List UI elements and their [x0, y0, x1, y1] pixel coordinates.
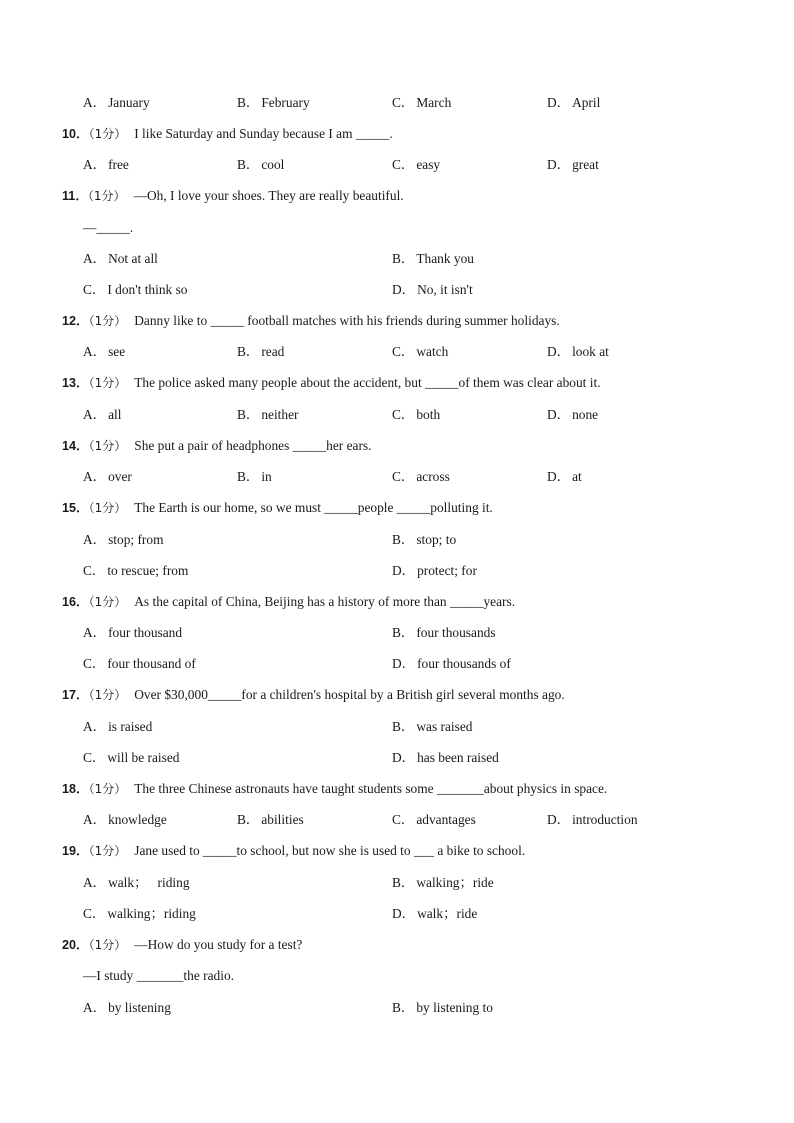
option-d: D． look at	[547, 344, 609, 359]
options-row	[0, 342, 794, 362]
option-a: A． see	[83, 344, 126, 359]
response-line: —_____.	[83, 220, 134, 235]
question-text: As the capital of China, Beijing has a history of more than _____years.	[134, 594, 516, 609]
options-row	[0, 904, 794, 924]
option-d: D． protect; for	[392, 563, 477, 578]
options-row	[0, 280, 794, 300]
option-c: C． advantages	[392, 812, 476, 827]
option-c: C． will be raised	[83, 750, 180, 765]
question-text: —Oh, I love your shoes. They are really beautiful.	[133, 188, 404, 203]
question-16	[0, 592, 794, 612]
option-c: C． four thousand of	[83, 656, 196, 671]
question-score: （1分）	[88, 439, 127, 453]
question-score: （1分）	[88, 501, 127, 515]
option-a: A． Not at all	[83, 251, 158, 266]
question-11	[0, 186, 794, 206]
question-score: （1分）	[88, 688, 127, 702]
option-b: B． by listening to	[392, 1000, 493, 1015]
question-18	[0, 779, 794, 799]
option-b: B． walking；ride	[392, 875, 494, 890]
option-c: C． easy	[392, 157, 441, 172]
option-d: D． No, it isn't	[392, 282, 473, 297]
option-c: C． to rescue; from	[83, 563, 189, 578]
question-14	[0, 436, 794, 456]
options-row	[0, 717, 794, 737]
question-text: I like Saturday and Sunday because I am _____.	[134, 126, 393, 141]
question-text: Danny like to _____ football matches with his friends during summer holidays.	[134, 313, 560, 328]
question-number: 20．	[62, 938, 89, 952]
option-c: C． across	[392, 469, 450, 484]
question-10	[0, 124, 794, 144]
options-row	[0, 654, 794, 674]
option-b: B． neither	[237, 407, 299, 422]
option-b: B． February	[237, 95, 310, 110]
options-row	[0, 748, 794, 768]
option-a: A． January	[83, 95, 150, 110]
options-row	[0, 155, 794, 175]
option-d: D． walk；ride	[392, 906, 478, 921]
question-number: 10．	[62, 127, 89, 141]
question-text: She put a pair of headphones _____her ears.	[134, 438, 372, 453]
option-a: A． is raised	[83, 719, 153, 734]
option-a: A． all	[83, 407, 122, 422]
question-score: （1分）	[88, 376, 127, 390]
question-score: （1分）	[88, 314, 127, 328]
question-text: The police asked many people about the accident, but _____of them was clear about it.	[134, 375, 601, 390]
option-c: C． watch	[392, 344, 449, 359]
question-17	[0, 685, 794, 705]
question-20	[0, 935, 794, 955]
option-d: D． introduction	[547, 812, 638, 827]
option-b: B． was raised	[392, 719, 473, 734]
options-row	[0, 998, 794, 1018]
options-row	[0, 810, 794, 830]
question-15	[0, 498, 794, 518]
option-a: A． knowledge	[83, 812, 167, 827]
option-a: A． over	[83, 469, 132, 484]
question-19	[0, 841, 794, 861]
question-13	[0, 373, 794, 393]
question-number: 13．	[62, 376, 89, 390]
question-score: （1分）	[88, 127, 127, 141]
option-b: B． stop; to	[392, 532, 457, 547]
question-number: 19．	[62, 844, 89, 858]
question-number: 18．	[62, 782, 89, 796]
options-row	[0, 249, 794, 269]
question-text: The three Chinese astronauts have taught students some _______about physics in space.	[134, 781, 608, 796]
options-row	[0, 623, 794, 643]
question-text: Jane used to _____to school, but now she is used to ___ a bike to school.	[134, 843, 526, 858]
question-score: （1分）	[87, 189, 126, 203]
question-score: （1分）	[88, 844, 127, 858]
option-b: B． in	[237, 469, 272, 484]
option-a: A． stop; from	[83, 532, 164, 547]
option-c: C． I don't think so	[83, 282, 188, 297]
option-a: A． by listening	[83, 1000, 171, 1015]
question-text: The Earth is our home, so we must _____people _____polluting it.	[134, 500, 493, 515]
options-row	[0, 93, 794, 113]
question-12	[0, 311, 794, 331]
option-d: D． has been raised	[392, 750, 499, 765]
option-d: D． four thousands of	[392, 656, 511, 671]
question-number: 12．	[62, 314, 89, 328]
question-score: （1分）	[88, 938, 127, 952]
option-c: C． walking；riding	[83, 906, 196, 921]
question-number: 14．	[62, 439, 89, 453]
question-score: （1分）	[88, 782, 127, 796]
option-d: D． none	[547, 407, 599, 422]
option-a: A． free	[83, 157, 129, 172]
question-number: 16．	[62, 595, 89, 609]
question-number: 15．	[62, 501, 89, 515]
options-row	[0, 530, 794, 550]
option-b: B． four thousands	[392, 625, 496, 640]
options-row	[0, 467, 794, 487]
options-row	[0, 405, 794, 425]
option-d: D． April	[547, 95, 601, 110]
option-a: A． four thousand	[83, 625, 183, 640]
option-b: B． Thank you	[392, 251, 474, 266]
question-number: 17．	[62, 688, 89, 702]
options-row	[0, 561, 794, 581]
response-line: —I study _______the radio.	[83, 968, 234, 983]
question-score: （1分）	[88, 595, 127, 609]
question-number: 11．	[62, 189, 88, 203]
option-b: B． read	[237, 344, 285, 359]
options-row	[0, 873, 794, 893]
option-b: B． abilities	[237, 812, 304, 827]
option-c: C． March	[392, 95, 452, 110]
option-d: D． at	[547, 469, 582, 484]
option-b: B． cool	[237, 157, 285, 172]
option-d: D． great	[547, 157, 599, 172]
option-a: A． walk； riding	[83, 875, 190, 890]
option-c: C． both	[392, 407, 441, 422]
question-text: —How do you study for a test?	[134, 937, 303, 952]
question-text: Over $30,000_____for a children's hospital by a British girl several months ago.	[134, 687, 565, 702]
